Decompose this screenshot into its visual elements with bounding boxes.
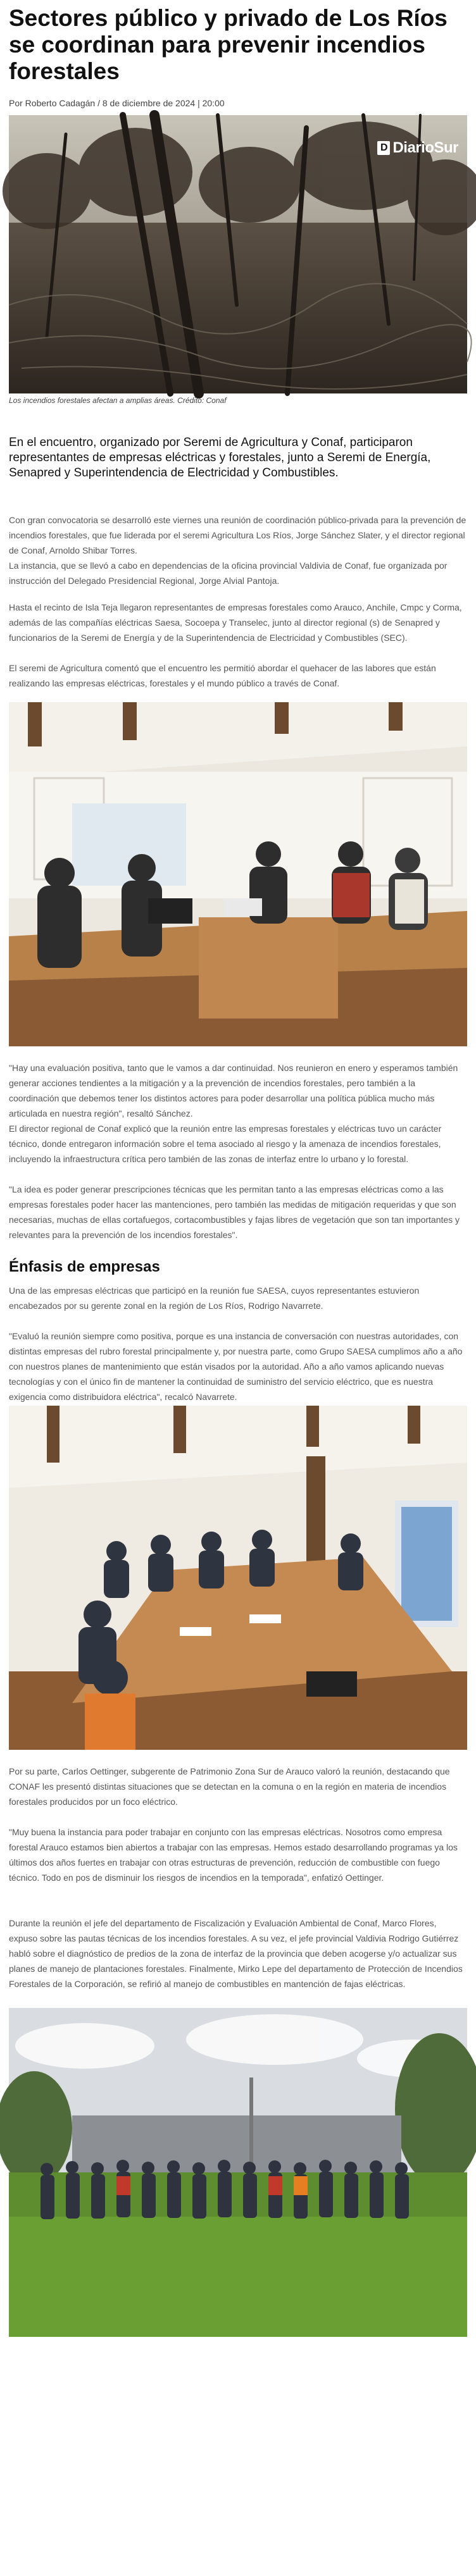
hero-caption: Los incendios forestales afectan a amplias áreas. Crédito: Conaf xyxy=(9,396,227,405)
meeting-photo-1 xyxy=(9,702,467,1046)
paragraph: El seremi de Agricultura comentó que el encuentro les permitió abordar el quehacer de las labores que están realizando las empresas eléctricas, forestales y el mundo público a través de Conaf. xyxy=(9,663,436,688)
paragraph: La instancia, que se llevó a cabo en dependencias de la oficina provincial Valdivia de Conaf, fue organizada por instrucción del Delegado Presidencial Regional, Jorge Alvial Pantoja. xyxy=(9,560,448,586)
conference-table-photo xyxy=(9,1406,467,1750)
watermark-logo-text: DiarioSur xyxy=(392,139,458,156)
paragraph: Por su parte, Carlos Oettinger, subgerente de Patrimonio Zona Sur de Arauco valoró la reunión, destacando que CONAF les presentó distintas situaciones que se detectan en la comuna o en la región en materia de incendios forestales producidos por un foco eléctrico. xyxy=(9,1766,450,1807)
meeting-photo-2 xyxy=(9,1406,467,1750)
article-title: Sectores público y privado de Los Ríos se coordinan para prevenir incendios forestales xyxy=(9,5,448,84)
group-photo xyxy=(9,2008,467,2337)
paragraph: Durante la reunión el jefe del departamento de Fiscalización y Evaluación Ambiental de Conaf, Marco Flores, expuso sobre las pautas técnicas de los incendios forestales. A su vez, el jefe provincial Valdivia Rodrigo Gutiérrez habló sobre el diagnóstico de predios de la zona de interfaz de la provincia que deben acogerse y/o actualizar sus planes de manejo de plantaciones forestales. Finalmente, Mirko Lepe del departamento de Protección de Incendios Forestales de la Corporación, se refirió al manejo de combustibles en mantención de fajas eléctricas. xyxy=(9,1918,463,1989)
section-heading: Énfasis de empresas xyxy=(9,1258,160,1275)
article-byline: Por Roberto Cadagán / 8 de diciembre de 2024 | 20:00 xyxy=(9,98,225,108)
meeting-room-photo xyxy=(9,702,467,1046)
watermark-logo xyxy=(377,139,458,157)
burned-forest-photo xyxy=(9,115,467,393)
paragraph: "Muy buena la instancia para poder trabajar en conjunto con las empresas eléctricas. Nosotros como empresa forestal Arauco estamos bien abiertos a trabajar con las empresas. Hemos estado desarrollando programas ya los últimos dos años fuertes en trabajar con otras estructuras de prevención, reducción de combustible con fuego técnico. Todo en pos de disminuir los riesgos de incendios en la temporada", enfatizó Oettinger. xyxy=(9,1827,458,1883)
paragraph: "Hay una evaluación positiva, tanto que le vamos a dar continuidad. Nos reunieron en enero y esperamos también generar acciones tendientes a la mitigación y a la prevención de incendios forestales, pero también a la coordinación que debemos tener los distintos actores para poder desarrollar una política pública mucho más articulada en nuestra región", resaltó Sánchez. xyxy=(9,1063,458,1118)
watermark-logo-icon: D xyxy=(377,141,390,155)
article-lead: En el encuentro, organizado por Seremi de Agricultura y Conaf, participaron representantes de empresas eléctricas y forestales, junto a Seremi de Energía, Senapred y Superintendencia de Electricidad y Combustibles. xyxy=(9,436,431,480)
group-outdoor-photo xyxy=(9,2008,467,2337)
paragraph: El director regional de Conaf explicó que la reunión entre las empresas forestales y eléctricas tuvo un carácter técnico, donde entregaron información sobre el tema asociado al riesgo y la amenaza de incendios forestales, incluyendo la infraestructura crítica pero también de las zonas de interfaz entre lo urbano y lo forestal. xyxy=(9,1124,442,1164)
paragraph: Una de las empresas eléctricas que participó en la reunión fue SAESA, cuyos representantes estuvieron encabezados por su gerente zonal en la región de Los Ríos, Rodrigo Navarrete. xyxy=(9,1285,420,1311)
paragraph: "La idea es poder generar prescripciones técnicas que les permitan tanto a las empresas eléctricas como a las empresas forestales poder hacer las mantenciones, pero también las medidas de mitigación requeridas y que son necesarias, muchas de ellas cortafuegos, cortacombustibles y fajas libres de vegetación que son tan importantes y relevantes para la prevención de los incendios forestales". xyxy=(9,1184,460,1240)
paragraph: "Evaluó la reunión siempre como positiva, porque es una instancia de conversación con nuestras autoridades, con distintas empresas del rubro forestal principalmente y, por nuestra parte, como Grupo SAESA cumplimos año a año con nuestros planes de mantenimiento que están visados por la autoridad. Año a año vamos aplicando nuevas tecnologías y con el único fin de mantener la continuidad de suministro del servicio eléctrico, que es nuestra exigencia como distribuidora eléctrica", recalcó Navarrete. xyxy=(9,1331,463,1402)
paragraph: Hasta el recinto de Isla Teja llegaron representantes de empresas forestales como Arauco, Anchile, Cmpc y Corma, además de las compañías eléctricas Saesa, Socoepa y Transelec, junto al director regional (s) de Senapred y funcionarios de la Seremi de Energía y de la Superintendencia de Electricidad y Combustibles (SEC). xyxy=(9,602,462,643)
hero-image xyxy=(9,115,467,393)
paragraph: Con gran convocatoria se desarrolló este viernes una reunión de coordinación público-privada para la prevención de incendios forestales, que fue liderada por el seremi Agricultura Los Ríos, Jorge Sánchez Slater, y el director regional de Conaf, Arnoldo Shibar Torres. xyxy=(9,515,467,555)
